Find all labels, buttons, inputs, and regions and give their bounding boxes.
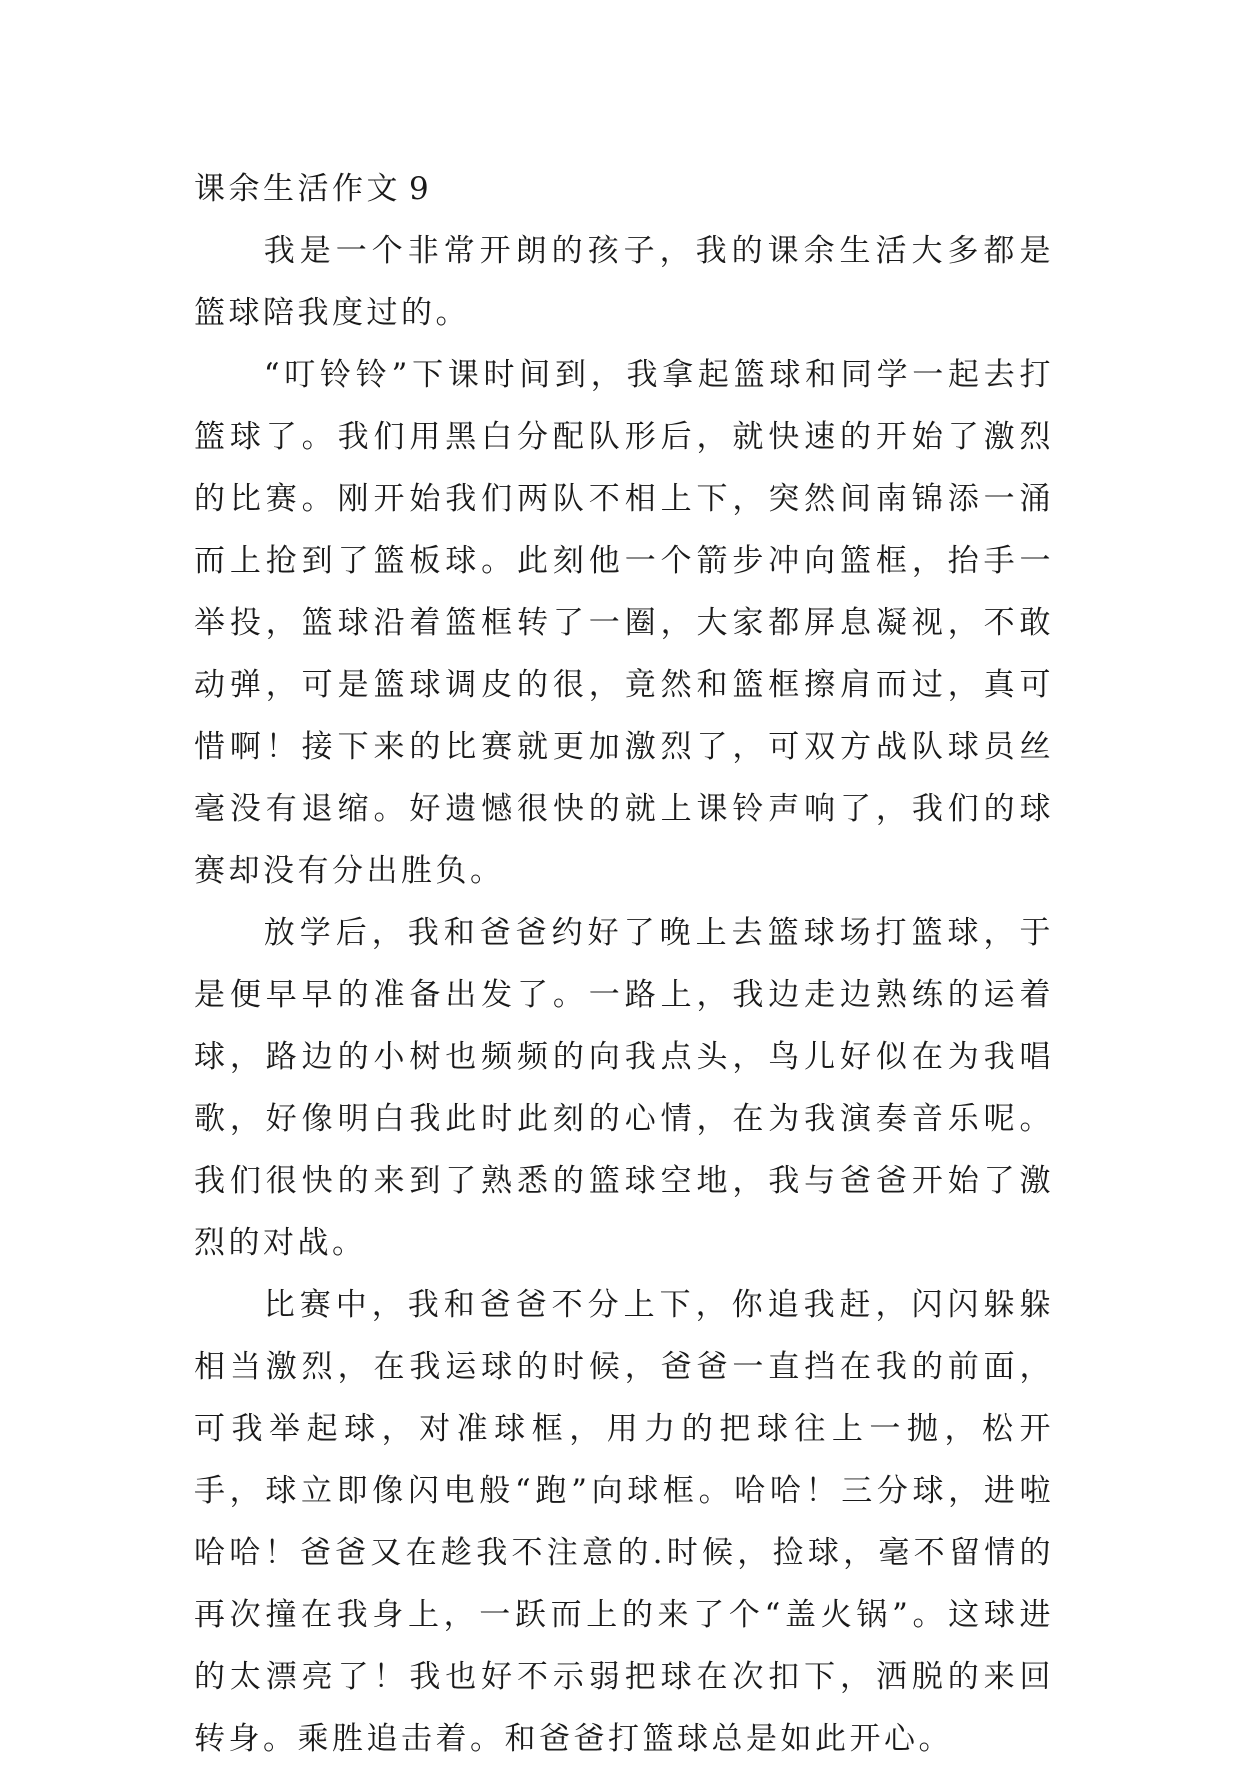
- paragraph-4: 比赛中，我和爸爸不分上下，你追我赶，闪闪躲躲相当激烈，在我运球的时候，爸爸一直挡在我的前面，可我举起球，对准球框，用力的把球往上一抛，松开手，球立即像闪电般“跑”向球框。哈哈！三分球，进啦哈哈！爸爸又在趁我不注意的.时候，捡球，毫不留情的再次撞在我身上，一跃而上的来了个“盖火锅”。这球进的太漂亮了！我也好不示弱把球在次扣下，洒脱的来回转身。乘胜追击着。和爸爸打篮球总是如此开心。: [194, 1287, 1054, 1757]
- document-title-text: 课余生活作文: [194, 171, 401, 207]
- document-body: [194, 158, 1054, 1770]
- document-title-number: 9: [409, 171, 433, 207]
- paragraph-2: “叮铃铃”下课时间到，我拿起篮球和同学一起去打篮球了。我们用黑白分配队形后，就快速的开始了激烈的比赛。刚开始我们两队不相上下，突然间南锦添一涌而上抢到了篮板球。此刻他一个箭步冲向篮框，抬手一举投，篮球沿着篮框转了一圈，大家都屏息凝视，不敢动弹，可是篮球调皮的很，竟然和篮框擦肩而过，真可惜啊！接下来的比赛就更加激烈了，可双方战队球员丝毫没有退缩。好遗憾很快的就上课铃声响了，我们的球赛却没有分出胜负。: [194, 357, 1054, 889]
- paragraph-1: 我是一个非常开朗的孩子，我的课余生活大多都是篮球陪我度过的。: [194, 233, 1054, 331]
- document-title: [194, 158, 1054, 220]
- paragraph-3: 放学后，我和爸爸约好了晚上去篮球场打篮球，于是便早早的准备出发了。一路上，我边走边熟练的运着球，路边的小树也频频的向我点头，鸟儿好似在为我唱歌，好像明白我此时此刻的心情，在为我演奏音乐呢。我们很快的来到了熟悉的篮球空地，我与爸爸开始了激烈的对战。: [194, 915, 1054, 1261]
